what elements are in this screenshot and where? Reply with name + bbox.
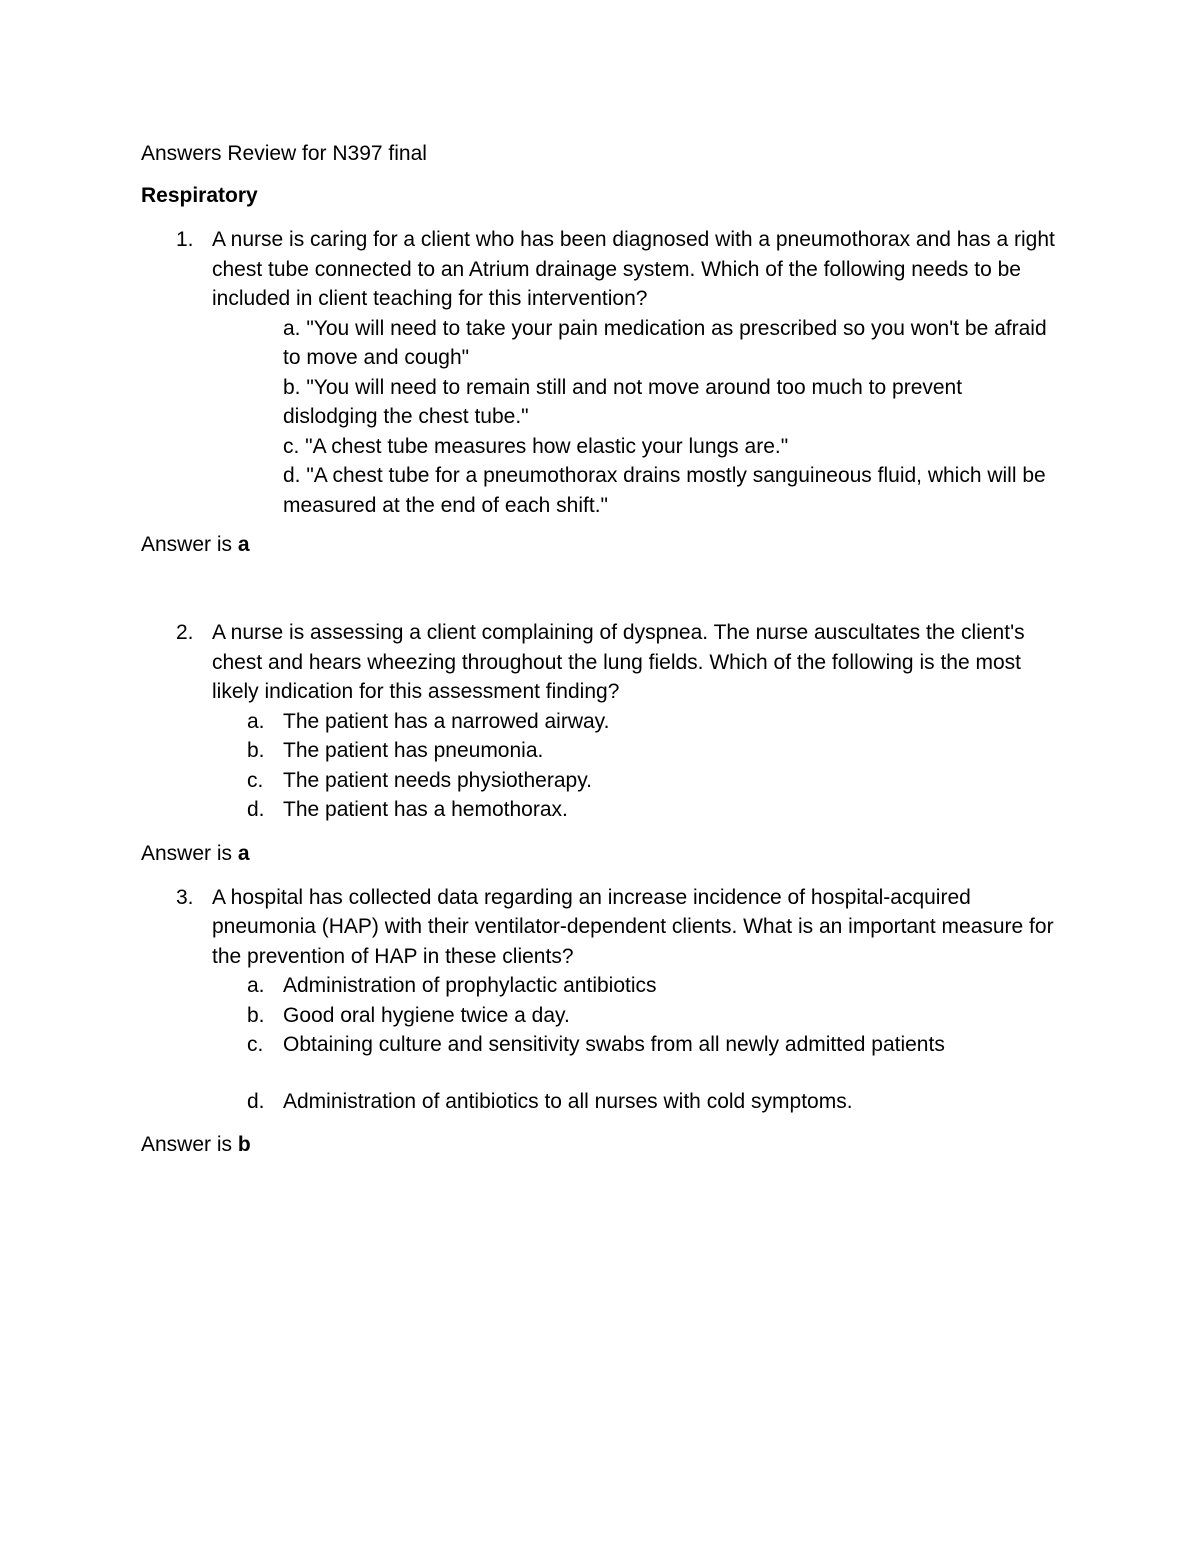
option-text: Obtaining culture and sensitivity swabs from all newly admitted patients bbox=[283, 1033, 945, 1056]
option-text: The patient has a narrowed airway. bbox=[283, 709, 610, 733]
option-letter: b. bbox=[247, 1003, 265, 1027]
document-page bbox=[141, 139, 1061, 1160]
answer-letter: a bbox=[237, 841, 250, 865]
option-letter: a. bbox=[247, 974, 265, 997]
option-text: The patient has pneumonia. bbox=[283, 739, 544, 762]
answer-options bbox=[141, 971, 1061, 1116]
answer-prefix: Answer is bbox=[141, 1133, 238, 1156]
option-d: d. "A chest tube for a pneumothorax drains mostly sanguineous fluid, which will be measured at the end of each shift." bbox=[283, 464, 1046, 517]
answer-line-3 bbox=[141, 1130, 1061, 1160]
option-letter: d. bbox=[247, 1089, 265, 1113]
answer-line-1 bbox=[141, 530, 1061, 560]
option-b: b. "You will need to remain still and not move around too much to prevent dislodging the chest tube." bbox=[283, 375, 963, 428]
question-text: A nurse is caring for a client who has been diagnosed with a pneumothorax and has a right chest tube connected to an Atrium drainage system. Which of the following needs to be included in client teaching for this intervention? bbox=[212, 228, 1055, 310]
option-text: Good oral hygiene twice a day. bbox=[283, 1003, 570, 1027]
option-c bbox=[212, 1030, 1061, 1060]
answer-options bbox=[141, 707, 1061, 825]
document-title: Answers Review for N397 final bbox=[141, 142, 427, 165]
option-b bbox=[212, 1001, 1061, 1031]
option-d bbox=[212, 1087, 1061, 1117]
answer-options bbox=[212, 314, 1061, 521]
question-2 bbox=[141, 618, 1061, 825]
answer-prefix: Answer is bbox=[141, 841, 238, 865]
question-1 bbox=[141, 225, 1061, 520]
question-number: 2. bbox=[176, 621, 194, 644]
option-c: c. "A chest tube measures how elastic your lungs are." bbox=[283, 434, 789, 458]
option-letter: b. bbox=[247, 739, 265, 762]
option-d bbox=[212, 795, 1061, 825]
option-letter: a. bbox=[247, 709, 265, 733]
option-letter: c. bbox=[247, 1033, 264, 1056]
question-number: 1. bbox=[176, 228, 194, 251]
answer-letter: b bbox=[237, 1133, 251, 1156]
option-b bbox=[212, 736, 1061, 766]
answer-prefix: Answer is bbox=[141, 533, 238, 556]
option-a: a. "You will need to take your pain medication as prescribed so you won't be afraid to move and cough" bbox=[283, 316, 1047, 369]
question-3 bbox=[141, 883, 1061, 1117]
option-letter: d. bbox=[247, 798, 265, 821]
question-number: 3. bbox=[176, 885, 194, 909]
option-a bbox=[212, 707, 1061, 737]
option-text: The patient has a hemothorax. bbox=[283, 798, 568, 821]
option-text: Administration of antibiotics to all nurses with cold symptoms. bbox=[283, 1089, 853, 1113]
answer-line-2 bbox=[141, 839, 1061, 869]
option-c bbox=[212, 766, 1061, 796]
answer-letter: a bbox=[237, 533, 250, 556]
option-letter: c. bbox=[247, 768, 264, 792]
option-a bbox=[212, 971, 1061, 1001]
option-text: The patient needs physiotherapy. bbox=[283, 768, 592, 792]
section-heading: Respiratory bbox=[141, 184, 258, 207]
question-text: A hospital has collected data regarding an increase incidence of hospital-acquired pneumonia (HAP) with their ventilator-dependent clients. What is an important measure for the prevention of HAP in these clients? bbox=[212, 885, 1054, 968]
option-text: Administration of prophylactic antibiotics bbox=[283, 974, 657, 997]
question-text: A nurse is assessing a client complaining of dyspnea. The nurse auscultates the client's chest and hears wheezing throughout the lung fields. Which of the following is the most likely indication for this assessment finding? bbox=[212, 621, 1025, 703]
